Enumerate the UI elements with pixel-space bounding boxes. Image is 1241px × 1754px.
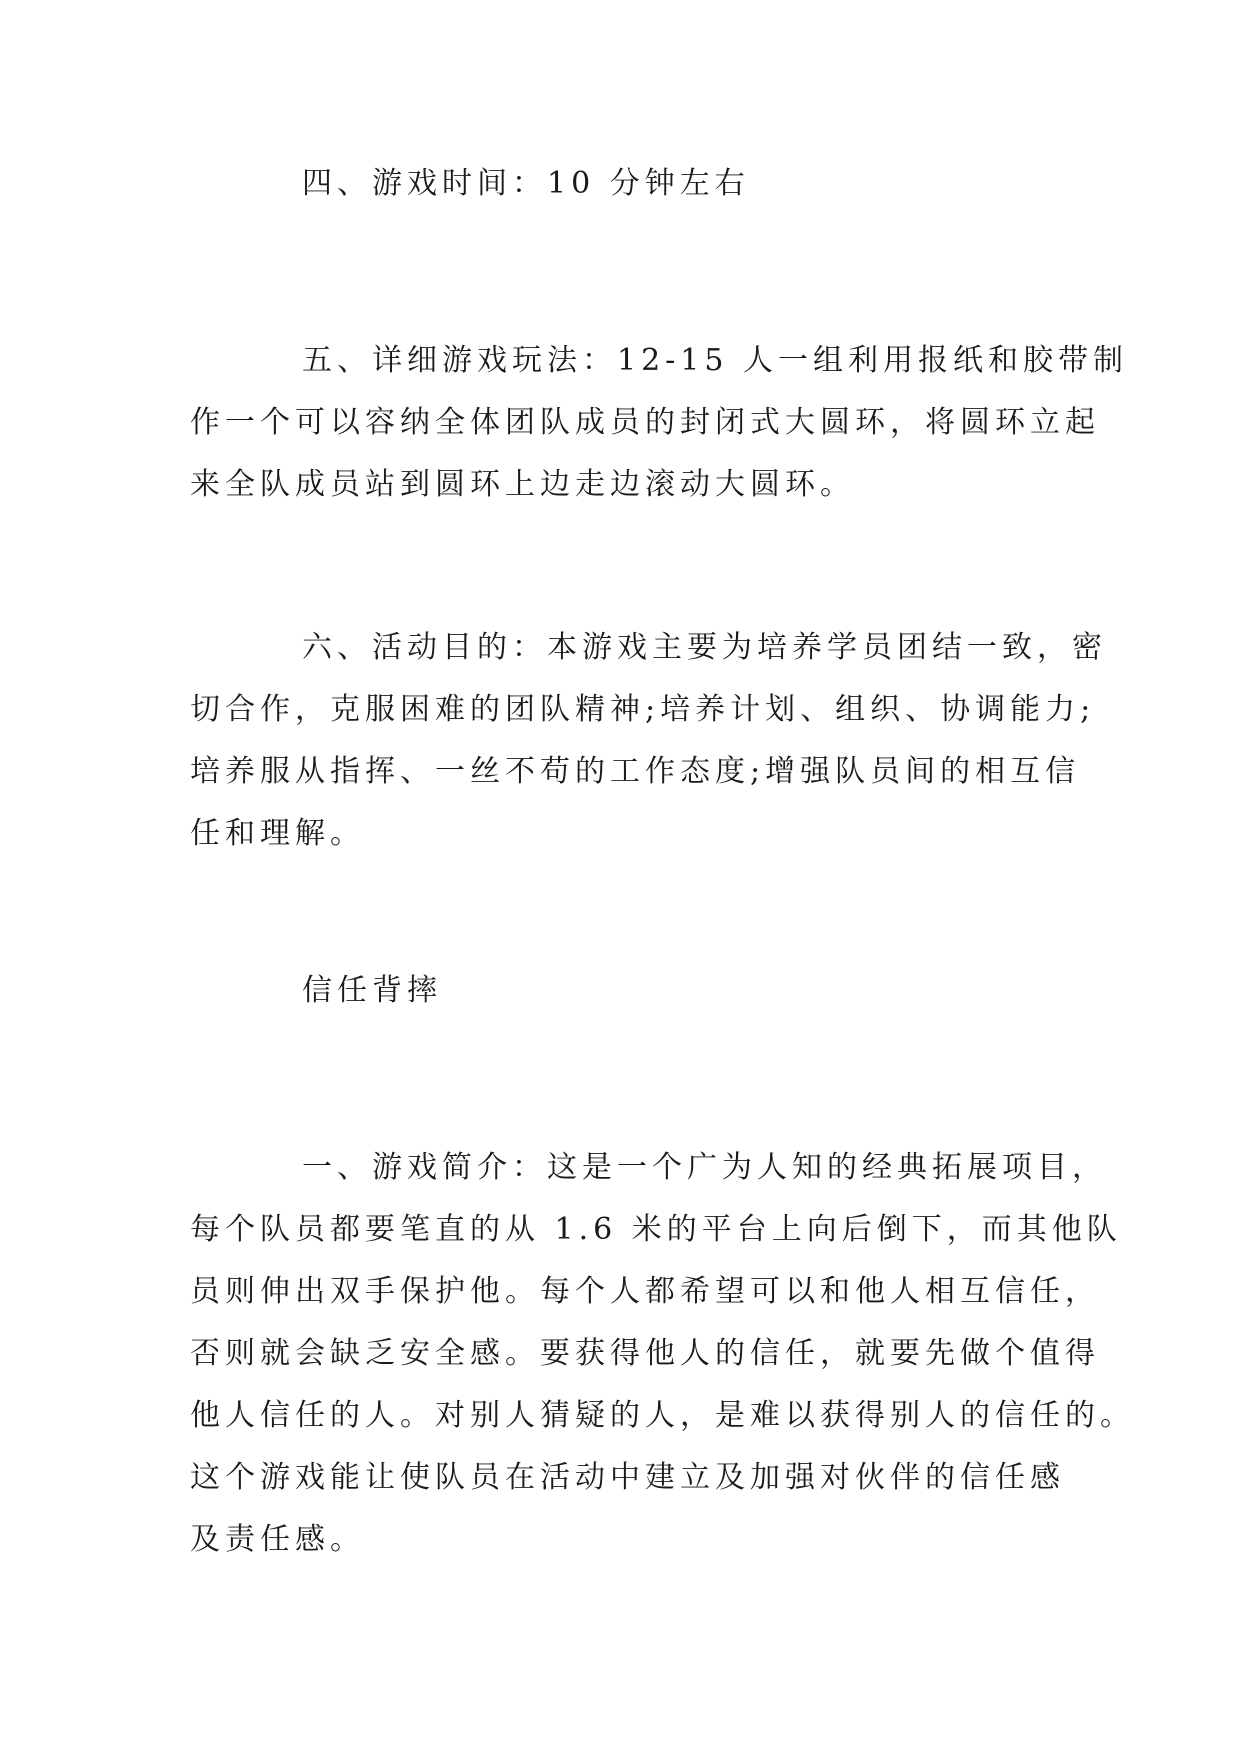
paragraph-game-intro bbox=[190, 1137, 1135, 1571]
game-title bbox=[190, 960, 1070, 1022]
paragraph-line: 培养服从指挥、一丝不苟的工作态度;增强队员间的相互信 bbox=[190, 754, 1081, 789]
paragraph-line: 六、活动目的：本游戏主要为培养学员团结一致，密 bbox=[302, 630, 1107, 665]
paragraph-line: 否则就会缺乏安全感。要获得他人的信任，就要先做个值得 bbox=[190, 1336, 1100, 1371]
paragraph-line: 来全队成员站到圆环上边走边滚动大圆环。 bbox=[190, 467, 855, 502]
paragraph-line: 他人信任的人。对别人猜疑的人，是难以获得别人的信任的。 bbox=[190, 1398, 1135, 1433]
paragraph-line: 每个队员都要笔直的从 1.6 米的平台上向后倒下，而其他队 bbox=[190, 1212, 1122, 1247]
paragraph-line: 五、详细游戏玩法：12-15 人一组利用报纸和胶带制 bbox=[302, 343, 1129, 378]
paragraph-line: 四、游戏时间：10 分钟左右 bbox=[302, 166, 750, 201]
paragraph-game-time bbox=[190, 153, 1070, 215]
paragraph-line: 作一个可以容纳全体团队成员的封闭式大圆环，将圆环立起 bbox=[190, 405, 1100, 440]
paragraph-activity-goal bbox=[190, 617, 1107, 865]
paragraph-line: 及责任感。 bbox=[190, 1522, 365, 1557]
paragraph-line: 员则伸出双手保护他。每个人都希望可以和他人相互信任， bbox=[190, 1274, 1100, 1309]
paragraph-line: 一、游戏简介：这是一个广为人知的经典拓展项目， bbox=[302, 1150, 1107, 1185]
paragraph-line: 任和理解。 bbox=[190, 816, 365, 851]
paragraph-line: 切合作，克服困难的团队精神;培养计划、组织、协调能力; bbox=[190, 692, 1096, 727]
paragraph-line: 这个游戏能让使队员在活动中建立及加强对伙伴的信任感 bbox=[190, 1460, 1065, 1495]
game-title-text: 信任背摔 bbox=[302, 973, 442, 1008]
paragraph-game-rules bbox=[190, 330, 1129, 516]
